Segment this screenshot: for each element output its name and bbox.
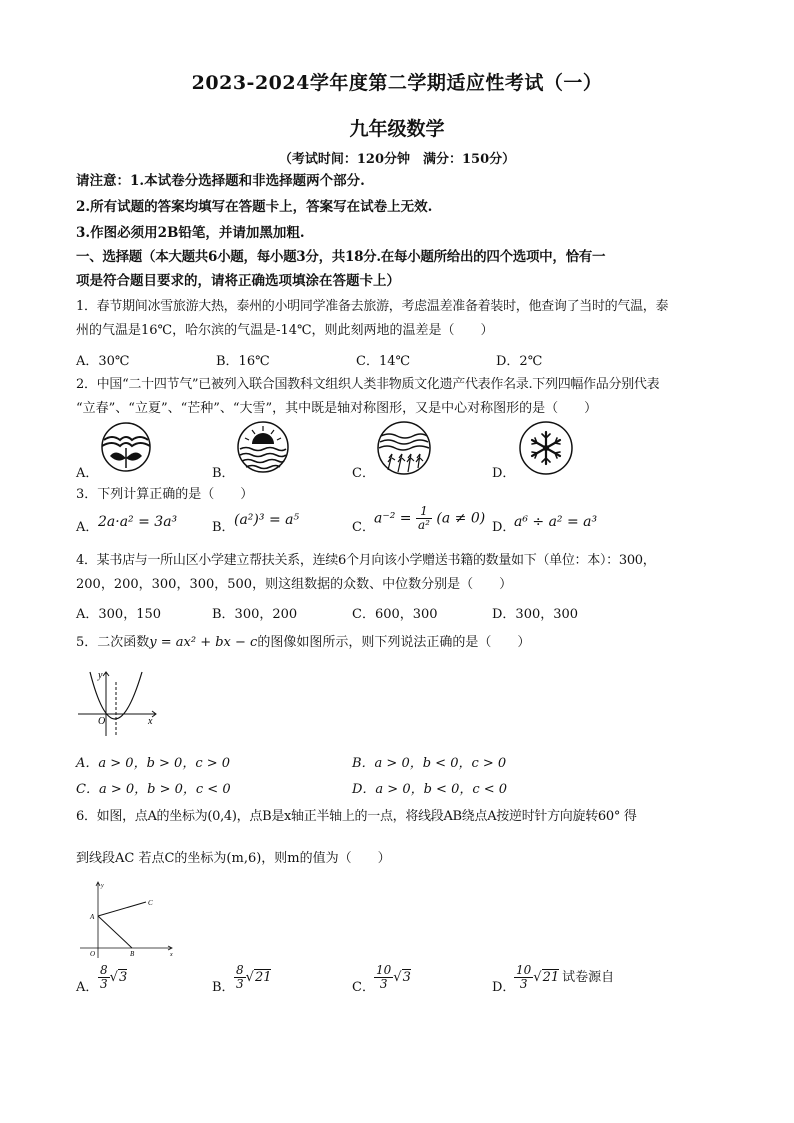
q5-function: y = ax² + bx − c xyxy=(149,635,258,650)
q5-option-a: A．a > 0，b > 0，c > 0 xyxy=(76,756,231,771)
q3-option-c-denominator: a² xyxy=(417,518,430,532)
q6-stem-cont: 到线段AC 若点C的坐标为(m,6)，则m的值为（ ） xyxy=(76,851,391,866)
q1-option-c: C．14℃ xyxy=(356,354,411,369)
q3-option-c-lhs: a⁻² = xyxy=(374,510,412,527)
q6-option-c-label: C． xyxy=(352,980,375,995)
q6-b-den: 3 xyxy=(236,977,244,991)
q3-option-d-label: D． xyxy=(492,520,516,535)
q6-option-c: $\frac{10}{3}$ √3 xyxy=(376,963,411,991)
daxue-snowflake-icon xyxy=(518,420,574,476)
q5-parabola-graph xyxy=(76,666,160,738)
q3-option-b: (a²)³ = a⁵ xyxy=(234,512,300,528)
q6-option-d-label: D． xyxy=(492,980,516,995)
q3-option-a-label: A． xyxy=(76,520,99,535)
q6-option-d: $\frac{10}{3}$ √21 试卷源自 xyxy=(516,963,615,991)
note-3: 3.作图必须用2B铅笔，并请加黑加粗. xyxy=(76,225,305,241)
q4-option-c: C．600，300 xyxy=(352,607,438,622)
q1-option-d: D．2℃ xyxy=(496,354,543,369)
q6-a-rad: 3 xyxy=(118,970,128,985)
exam-title: 2023-2024学年度第二学期适应性考试（一） xyxy=(191,72,603,94)
q3-option-a: 2a·a² = 3a³ xyxy=(98,514,178,530)
q2-option-a-label: A． xyxy=(76,466,99,481)
q3-stem: 3．下列计算正确的是（ ） xyxy=(76,487,254,502)
q4-stem: 4．某书店与一所山区小学建立帮扶关系，连续6个月向该小学赠送书籍的数量如下（单位：本）：300， xyxy=(76,553,656,568)
q6-coordinate-figure xyxy=(76,878,176,960)
q4-option-d: D．300，300 xyxy=(492,607,579,622)
q5-option-c: C．a > 0，b > 0，c < 0 xyxy=(76,782,231,797)
q3-option-d: a⁶ ÷ a² = a³ xyxy=(514,514,598,530)
q3-option-c-label: C． xyxy=(352,520,375,535)
q3-option-c-condition: (a ≠ 0) xyxy=(436,510,486,527)
q6-option-a-label: A． xyxy=(76,980,99,995)
exam-info: （考试时间：120分钟 满分：150分） xyxy=(278,152,516,167)
lixia-icon xyxy=(236,420,290,474)
q2-option-b-label: B． xyxy=(212,466,235,481)
q3-option-c-numerator: 1 xyxy=(416,505,432,519)
q5-option-b: B．a > 0，b < 0，c > 0 xyxy=(352,756,507,771)
section-heading-cont: 项是符合题目要求的，请将正确选项填涂在答题卡上） xyxy=(76,273,400,289)
q6-point-a-label: A xyxy=(90,913,95,921)
note-1: 请注意：1.本试卷分选择题和非选择题两个部分. xyxy=(76,173,365,189)
q1-option-a: A．30℃ xyxy=(76,354,130,369)
section-heading: 一、选择题（本大题共6小题，每小题3分，共18分.在每小题所给出的四个选项中，恰有一 xyxy=(76,249,606,265)
q6-option-b: $\frac{8}{3}$ √21 xyxy=(236,963,272,991)
q1-option-b: B．16℃ xyxy=(216,354,270,369)
q6-tail-text: 试卷源自 xyxy=(562,970,615,985)
mangzhong-icon xyxy=(376,420,432,476)
q6-stem: 6．如图，点A的坐标为(0,4)，点B是x轴正半轴上的一点，将线段AB绕点A按逆时针方向旋转60° 得 xyxy=(76,809,637,824)
q5-option-d: D．a > 0，b < 0，c < 0 xyxy=(352,782,508,797)
q4-option-a: A．300，150 xyxy=(76,607,162,622)
q4-stem-cont: 200，200，300，300，500，则这组数据的众数、中位数分别是（ ） xyxy=(76,577,513,592)
q6-origin-label: O xyxy=(90,950,96,958)
q5-origin-label: O xyxy=(98,716,106,727)
q6-x-label: x xyxy=(170,952,173,958)
q6-a-den: 3 xyxy=(100,977,108,991)
q6-b-num: 8 xyxy=(236,963,244,977)
q6-b-rad: 21 xyxy=(254,970,272,985)
q2-option-d-label: D． xyxy=(492,466,516,481)
lichun-icon xyxy=(98,422,154,472)
q6-point-b-label: B xyxy=(130,950,135,958)
q6-c-num: 10 xyxy=(376,963,392,977)
q3-option-b-label: B． xyxy=(212,520,235,535)
q6-a-num: 8 xyxy=(100,963,108,977)
q6-c-den: 3 xyxy=(379,977,388,991)
note-2: 2.所有试题的答案均填写在答题卡上，答案写在试卷上无效. xyxy=(76,199,433,215)
q6-d-rad: 21 xyxy=(542,970,560,985)
q6-y-label: y xyxy=(101,883,104,889)
exam-subject: 九年级数学 xyxy=(349,118,445,140)
q5-stem-post: 的图像如图所示，则下列说法正确的是（ ） xyxy=(257,635,531,650)
q5-stem-pre: 5．二次函数 xyxy=(76,635,150,650)
q3-option-c xyxy=(374,505,485,532)
q6-point-c-label: C xyxy=(148,899,153,907)
q6-c-rad: 3 xyxy=(402,970,411,985)
q6-d-num: 10 xyxy=(516,963,532,977)
q6-option-a: $\frac{8}{3}$ √3 xyxy=(100,963,128,991)
q5-x-label: x xyxy=(148,716,153,727)
q6-option-b-label: B． xyxy=(212,980,235,995)
q2-stem-cont: “立春”、“立夏”、“芒种”、“大雪”，其中既是轴对称图形，又是中心对称图形的是（ ） xyxy=(76,401,598,416)
q4-option-b: B．300，200 xyxy=(212,607,298,622)
q1-stem-cont: 州的气温是16℃，哈尔滨的气温是-14℃，则此刻两地的温差是（ ） xyxy=(76,323,494,338)
q6-d-den: 3 xyxy=(519,977,528,991)
q5-y-label: y xyxy=(98,670,103,681)
q2-option-c-label: C． xyxy=(352,466,375,481)
q1-stem: 1．春节期间冰雪旅游大热，泰州的小明同学准备去旅游，考虑温差准备着装时，他查询了当时的气温，泰 xyxy=(76,299,669,314)
q2-stem: 2．中国“二十四节气”已被列入联合国教科文组织人类非物质文化遗产代表作名录.下列四幅作品分别代表 xyxy=(76,377,660,392)
q3-option-c-fraction xyxy=(416,505,432,532)
q5-stem xyxy=(76,634,530,652)
